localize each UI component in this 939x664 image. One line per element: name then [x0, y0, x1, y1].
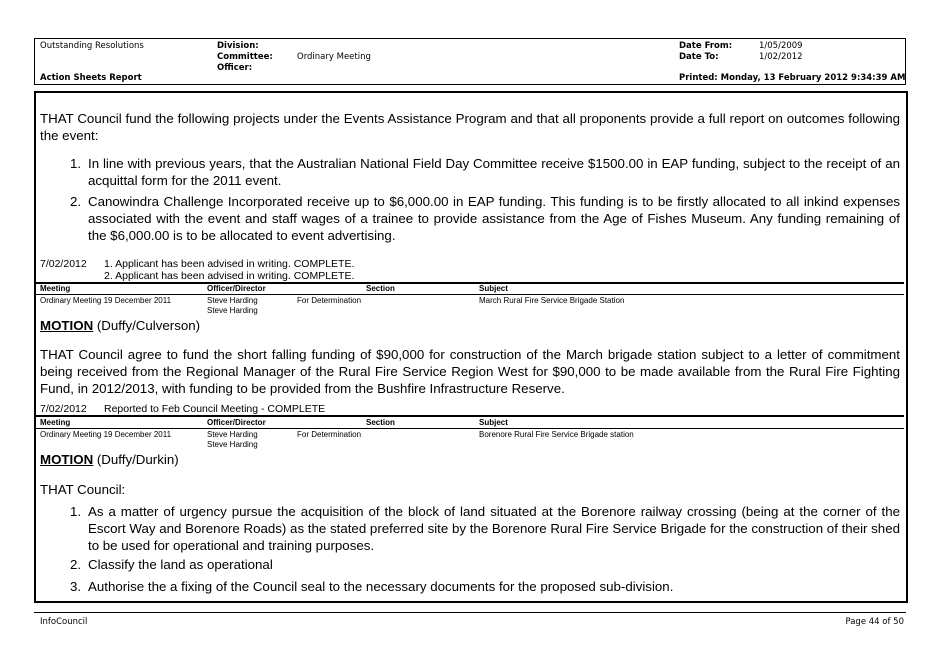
- table-header-rule-top-2: [36, 415, 904, 417]
- footer-rule: [34, 612, 906, 613]
- table-header-rule-bottom: [36, 294, 904, 295]
- block3-officer: Steve Harding: [207, 430, 258, 439]
- block2-motion-movers: (Duffy/Culverson): [93, 318, 201, 333]
- block2-section: For Determination: [297, 296, 362, 305]
- block3-item-3-text: Authorise the a fixing of the Council seal to the necessary documents for the proposed sub-division.: [88, 579, 674, 594]
- block2-meeting: Ordinary Meeting 19 December 2011: [40, 296, 172, 305]
- col-officer-header-2: Officer/Director: [207, 418, 266, 427]
- table-header-rule-bottom-2: [36, 428, 904, 429]
- block3-item-1-number: 1.: [70, 504, 82, 519]
- col-subject-header-2: Subject: [479, 418, 508, 427]
- col-subject-header: Subject: [479, 284, 508, 293]
- block1-intro: THAT Council fund the following projects under the Events Assistance Program and that all proponents provide a full report on outcomes following the event:: [40, 111, 900, 143]
- block2-motion: [40, 317, 200, 334]
- block3-item-2-number: 2.: [70, 557, 82, 572]
- col-meeting-header: Meeting: [40, 284, 71, 293]
- block3-section: For Determination: [297, 430, 362, 439]
- block3-item-2-text: Classify the land as operational: [88, 557, 273, 572]
- block1-item-1-text: In line with previous years, that the Australian National Field Day Committee receive $1500.00 in EAP funding, subject to the receipt of an acquittal form for the 2011 event.: [88, 156, 900, 188]
- date-to-label: Date To:: [679, 52, 719, 62]
- block3-intro: THAT Council:: [40, 482, 126, 497]
- col-section-header: Section: [366, 284, 395, 293]
- block1-action-1: 1. Applicant has been advised in writing. COMPLETE.: [104, 258, 355, 270]
- table-header-rule-top: [36, 282, 904, 284]
- date-from-value: 1/05/2009: [759, 41, 803, 51]
- report-name: Outstanding Resolutions: [40, 41, 144, 51]
- committee-value: Ordinary Meeting: [297, 52, 371, 62]
- block2-officer: Steve Harding: [207, 296, 258, 305]
- block2-motion-label: MOTION: [40, 318, 94, 333]
- header-rule: [34, 84, 906, 85]
- col-officer-header: Officer/Director: [207, 284, 266, 293]
- printed-stamp: [679, 73, 905, 84]
- block2-text: THAT Council agree to fund the short falling funding of $90,000 for construction of the March brigade station subject to a letter of commitment being received from the Regional Manager of the Rural Fire Service Region West for $90,000 to be made available from the Rural Fire Fighting Fund, in 2012/2013, with funding to be provided from the Bushfire Infrastructure Reserve.: [40, 347, 900, 396]
- officer-label: Officer:: [217, 63, 253, 73]
- block3-motion-movers: (Duffy/Durkin): [93, 452, 179, 467]
- block2-subject: March Rural Fire Service Brigade Station: [479, 296, 625, 305]
- col-section-header-2: Section: [366, 418, 395, 427]
- block3-motion: [40, 451, 179, 468]
- committee-label: Committee:: [217, 52, 273, 62]
- division-label: Division:: [217, 41, 259, 51]
- date-to-value: 1/02/2012: [759, 52, 803, 62]
- col-meeting-header-2: Meeting: [40, 418, 71, 427]
- page-number: Page 44 of 50: [845, 617, 904, 627]
- footer-app-name: InfoCouncil: [40, 617, 88, 627]
- date-from-label: Date From:: [679, 41, 733, 51]
- block3-item-3-number: 3.: [70, 579, 82, 594]
- block3-meeting: Ordinary Meeting 19 December 2011: [40, 430, 172, 439]
- report-type: Action Sheets Report: [40, 73, 142, 83]
- block1-item-2-text: Canowindra Challenge Incorporated receive up to $6,000.00 in EAP funding. This funding is to be firstly allocated to all inkind expenses associated with the event and staff wages of a trainee to provide assistance from the Age of Fishes Museum. Any funding remaining of the $6,000.00 is to be allocated to event advertising.: [88, 194, 900, 243]
- printed-value: Monday, 13 February 2012 9:34:39 AM: [720, 73, 906, 83]
- block3-item-1-text: As a matter of urgency pursue the acquisition of the block of land situated at the Borenore railway crossing (being at the corner of the Escort Way and Borenore Roads) as the stated preferred site by the Borenore Rural Fire Service Brigade for the construction of their shed to be used for operational and training purposes.: [88, 504, 900, 553]
- block1-action-2: 2. Applicant has been advised in writing. COMPLETE.: [104, 270, 355, 282]
- block1-action-date: 7/02/2012: [40, 258, 87, 270]
- block3-director: Steve Harding: [207, 440, 258, 449]
- block1-item-1-number: 1.: [70, 156, 82, 171]
- block2-action: Reported to Feb Council Meeting - COMPLETE: [104, 403, 326, 415]
- block3-subject: Borenore Rural Fire Service Brigade station: [479, 430, 634, 439]
- block2-director: Steve Harding: [207, 306, 258, 315]
- block1-item-2-number: 2.: [70, 194, 82, 209]
- block3-motion-label: MOTION: [40, 452, 94, 467]
- block2-action-date: 7/02/2012: [40, 403, 87, 415]
- printed-label: Printed:: [679, 73, 718, 83]
